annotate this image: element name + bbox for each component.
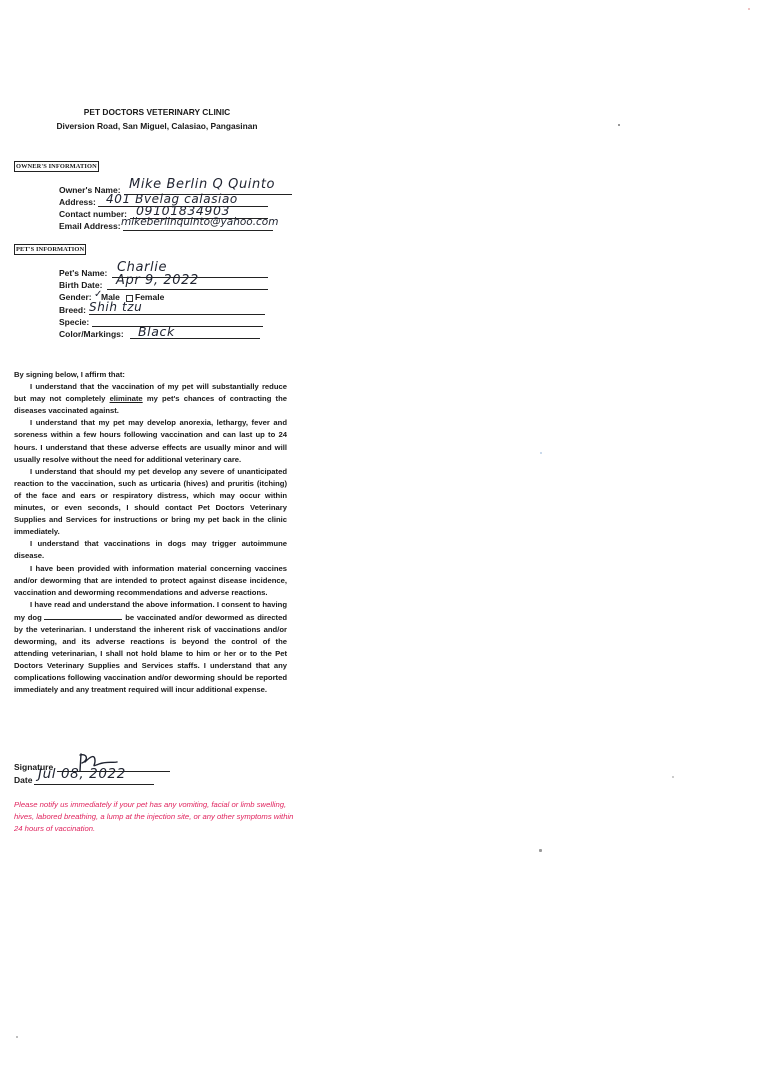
email-label: Email Address: bbox=[59, 221, 121, 231]
contact-number-value: 09101834903 bbox=[136, 203, 231, 218]
consent-intro: By signing below, I affirm that: bbox=[14, 370, 125, 379]
gender-male-label: Male bbox=[101, 292, 120, 302]
date-label: Date bbox=[14, 775, 33, 785]
consent-paragraph-6: I have read and understand the above information. I consent to having my dog be vaccinated and/or dewormed as directed by the veterinarian. I understand the inherent risk of vaccinations and/or deworming, and its adverse reactions is beyond the control of the attending veterinarian, I shall not hold blame to him or her or to the Pet Doctors Veterinary Supplies and Services staffs. I understand that any complications following vaccination and/or deworming should be reported immediately and any treatment required will incur additional expense. bbox=[14, 599, 287, 695]
consent-text bbox=[14, 369, 287, 697]
color-markings-value: Black bbox=[138, 324, 175, 339]
contact-number-label: Contact number: bbox=[59, 209, 127, 219]
consent-paragraph-5: I have been provided with information material concerning vaccines and/or deworming that are intended to protect against disease incidence, vaccination and deworming recommendations and adverse reactions. bbox=[14, 563, 287, 597]
consent-paragraph-3: I understand that should my pet develop any severe of unanticipated reaction to the vaccination, such as urticaria (hives) and pruritis (itching) of the face and ears or respiratory distress, which may occur within minutes, or even seconds, I should contact Pet Doctors Veterinary Supplies and Services for instructions or bring my pet back in the clinic immediately. bbox=[14, 466, 287, 537]
color-markings-label: Color/Markings: bbox=[59, 329, 124, 339]
pet-section-heading: PET'S INFORMATION bbox=[16, 246, 85, 253]
owner-name-label: Owner's Name: bbox=[59, 185, 121, 195]
owner-address-label: Address: bbox=[59, 197, 96, 207]
date-value: Jul 08, 2022 bbox=[38, 766, 126, 782]
gender-female-label: Female bbox=[135, 292, 165, 302]
signature-label: Signature bbox=[14, 762, 54, 772]
clinic-address: Diversion Road, San Miguel, Calasiao, Pangasinan bbox=[56, 121, 258, 131]
owner-address-value: 401 Bvelag calasiao bbox=[106, 192, 238, 206]
specie-label: Specie: bbox=[59, 317, 90, 327]
breed-value: Shih tzu bbox=[89, 300, 143, 314]
gender-checkmark: ✓ bbox=[94, 289, 103, 300]
owner-section-heading: OWNER'S INFORMATION bbox=[16, 163, 97, 170]
pet-name-label: Pet's Name: bbox=[59, 268, 108, 278]
birth-date-label: Birth Date: bbox=[59, 280, 103, 290]
email-value: mikeberlinquinto@yahoo.com bbox=[121, 216, 279, 228]
post-vaccination-notice: Please notify us immediately if your pet has any vomiting, facial or limb swelling, hives, labored breathing, a lump at the injection site, or any other symptoms within 24 hours of vaccination. bbox=[14, 800, 294, 834]
owner-name-value: Mike Berlin Q Quinto bbox=[129, 177, 276, 192]
clinic-name: PET DOCTORS VETERINARY CLINIC bbox=[83, 107, 231, 117]
consent-paragraph-4: I understand that vaccinations in dogs may trigger autoimmune disease. bbox=[14, 539, 287, 561]
consent-paragraph-1: I understand that the vaccination of my pet will substantially reduce but may not completely eliminate my pet's chances of contracting the diseases vaccinated against. bbox=[14, 382, 287, 416]
breed-label: Breed: bbox=[59, 305, 86, 315]
dog-name-blank[interactable] bbox=[44, 611, 122, 620]
consent-paragraph-2: I understand that my pet may develop anorexia, lethargy, fever and soreness within a few hours following vaccination and can last up to 24 hours. I understand that these adverse effects are usually minor and will usually resolve without the need for additional veterinary care. bbox=[14, 418, 287, 464]
birth-date-value: Apr 9, 2022 bbox=[116, 273, 199, 288]
pet-name-value: Charlie bbox=[117, 260, 168, 275]
gender-label: Gender: bbox=[59, 292, 92, 302]
